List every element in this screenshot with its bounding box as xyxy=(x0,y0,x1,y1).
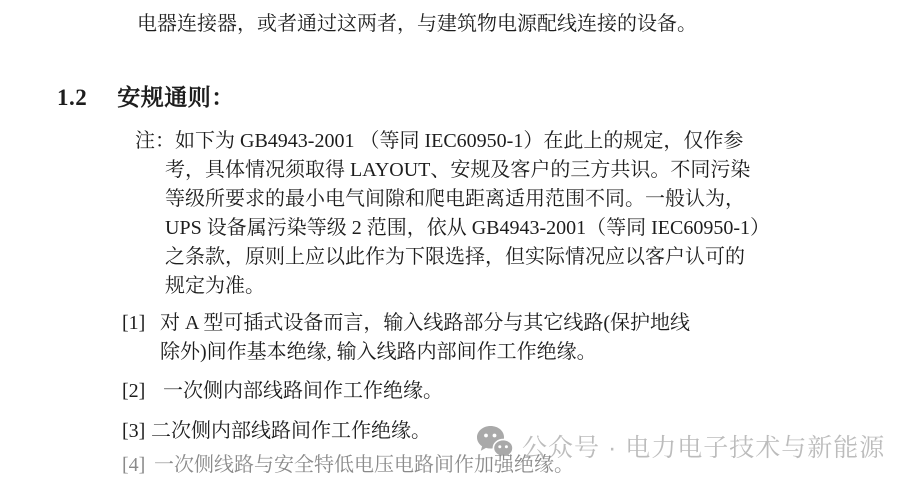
item-marker: [4] xyxy=(122,454,146,476)
item-text xyxy=(160,309,690,367)
section-heading xyxy=(57,79,235,112)
item-text xyxy=(154,451,574,480)
list-item xyxy=(122,417,431,446)
item-marker: [3] xyxy=(122,420,146,442)
item-line: 一次侧内部线路间作工作绝缘。 xyxy=(163,380,443,402)
note-block xyxy=(135,127,770,301)
item-line: 二次侧内部线路间作工作绝缘。 xyxy=(151,420,431,442)
intro-paragraph: 电器连接器，或者通过这两者，与建筑物电源配线连接的设备。 xyxy=(137,13,697,35)
item-marker: [1] xyxy=(122,312,146,334)
list-item xyxy=(122,451,574,480)
watermark-text: 公众号 · 电力电子技术与新能源 xyxy=(522,434,886,462)
item-text xyxy=(151,417,431,446)
note-line: 等级所要求的最小电气间隙和爬电距离适用范围不同。一般认为， xyxy=(165,188,745,210)
note-line: 考，具体情况须取得 LAYOUT、安规及客户的三方共识。不同污染 xyxy=(165,159,751,181)
item-line: 对 A 型可插式设备而言，输入线路部分与其它线路(保护地线 xyxy=(160,312,690,334)
note-line: 注：如下为 GB4943-2001 （等同 IEC60950-1）在此上的规定，仅作参 xyxy=(135,130,744,152)
note-line: UPS 设备属污染等级 2 范围，依从 GB4943-2001（等同 IEC60950-1） xyxy=(165,217,771,239)
section-number: 1.2 xyxy=(57,85,88,110)
note-line: 之条款，原则上应以此作为下限选择，但实际情况应以客户认可的 xyxy=(165,246,745,268)
item-line: 除外)间作基本绝缘, 输入线路内部间作工作绝缘。 xyxy=(160,341,597,363)
item-line: 一次侧线路与安全特低电压电路间作加强绝缘。 xyxy=(154,454,574,476)
section-title: 安规通则： xyxy=(117,85,235,110)
item-text xyxy=(163,377,443,406)
note-line: 规定为准。 xyxy=(165,275,265,297)
list-item xyxy=(122,377,443,406)
item-marker: [2] xyxy=(122,380,146,402)
list-item xyxy=(122,309,690,367)
